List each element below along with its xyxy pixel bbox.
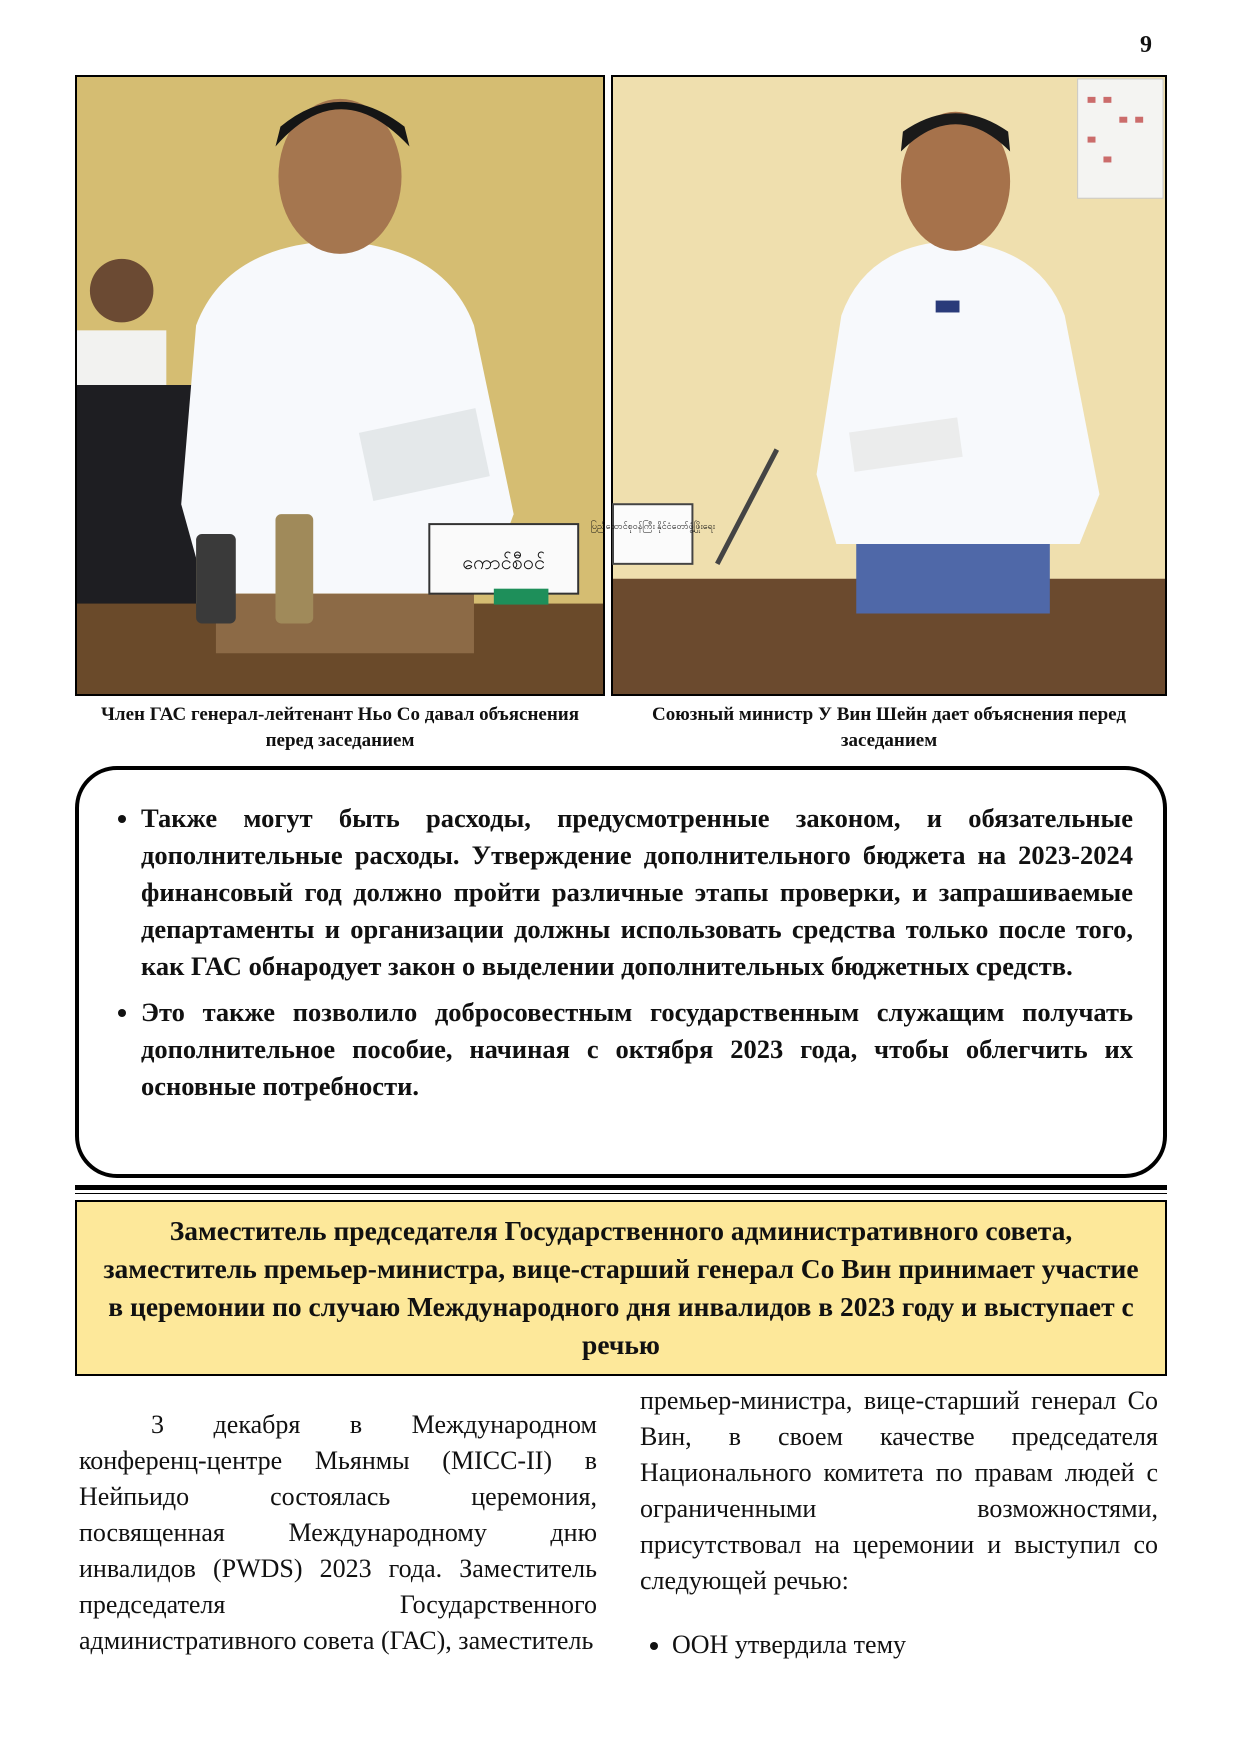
article-headline-text: Заместитель председателя Государственного административного совета, заместитель премьер-министра, вице-старший генерал Со Вин принимает участие в церемонии по случаю Международного дня инвалидов в 2023 году и выступает с речью [103, 1215, 1139, 1360]
article-paragraph: премьер-министра, вице-старший генерал Со Вин, в своем качестве председателя Национального комитета по правам людей с ограниченными возможностями, присутствовал на церемонии и выступил со следующей речью: [640, 1386, 1158, 1595]
article-bullet: • ООН утвердила тему [672, 1627, 1158, 1663]
photo-council-member [75, 75, 605, 696]
callout-box [75, 766, 1167, 1178]
article-headline [75, 1200, 1167, 1376]
caption-right: Союзный министр У Вин Шейн дает объяснения перед заседанием [652, 704, 1126, 751]
photo-union-minister-image [590, 77, 1165, 694]
article-column-left [79, 1383, 597, 1659]
callout-list [109, 800, 1133, 1105]
article-paragraph: 3 декабря в Международном конференц-центре Мьянмы (MICC-II) в Нейпьидо состоялась церемония, посвященная Международному дню инвалидов (PWDS) 2023 года. Заместитель председателя Государственного административного совета (ГАС), заместитель [79, 1410, 597, 1655]
nameplate-text: ကောင်စီဝင် [462, 551, 546, 574]
nameplate-text: ပြည်ထောင်စုဝန်ကြီး နိုင်ငံတော်ဖွံ့ဖြိုးရေး [590, 521, 715, 532]
article-list [640, 1627, 1158, 1663]
callout-bullet: • Это также позволило добросовестным государственным служащим получать дополнительное пособие, начиная с октября 2023 года, чтобы облегчить их основные потребности. [141, 994, 1133, 1105]
callout-bullet: • Также могут быть расходы, предусмотренные законом, и обязательные дополнительные расходы. Утверждение дополнительного бюджета на 2023-2024 финансовый год должно пройти различные этапы проверки, и запрашиваемые департаменты и организации должны использовать средства только после того, как ГАС обнародует закон о выделении дополнительных бюджетных средств. [141, 800, 1133, 985]
divider-thin [75, 1193, 1167, 1194]
photo-council-member-image [77, 77, 603, 694]
photo-union-minister [590, 75, 1167, 696]
caption-left: Член ГАС генерал-лейтенант Ньо Со давал объяснения перед заседанием [100, 704, 580, 751]
divider-thick [75, 1185, 1167, 1190]
page-number: 9 [1140, 32, 1152, 58]
article-column-right [640, 1383, 1158, 1663]
